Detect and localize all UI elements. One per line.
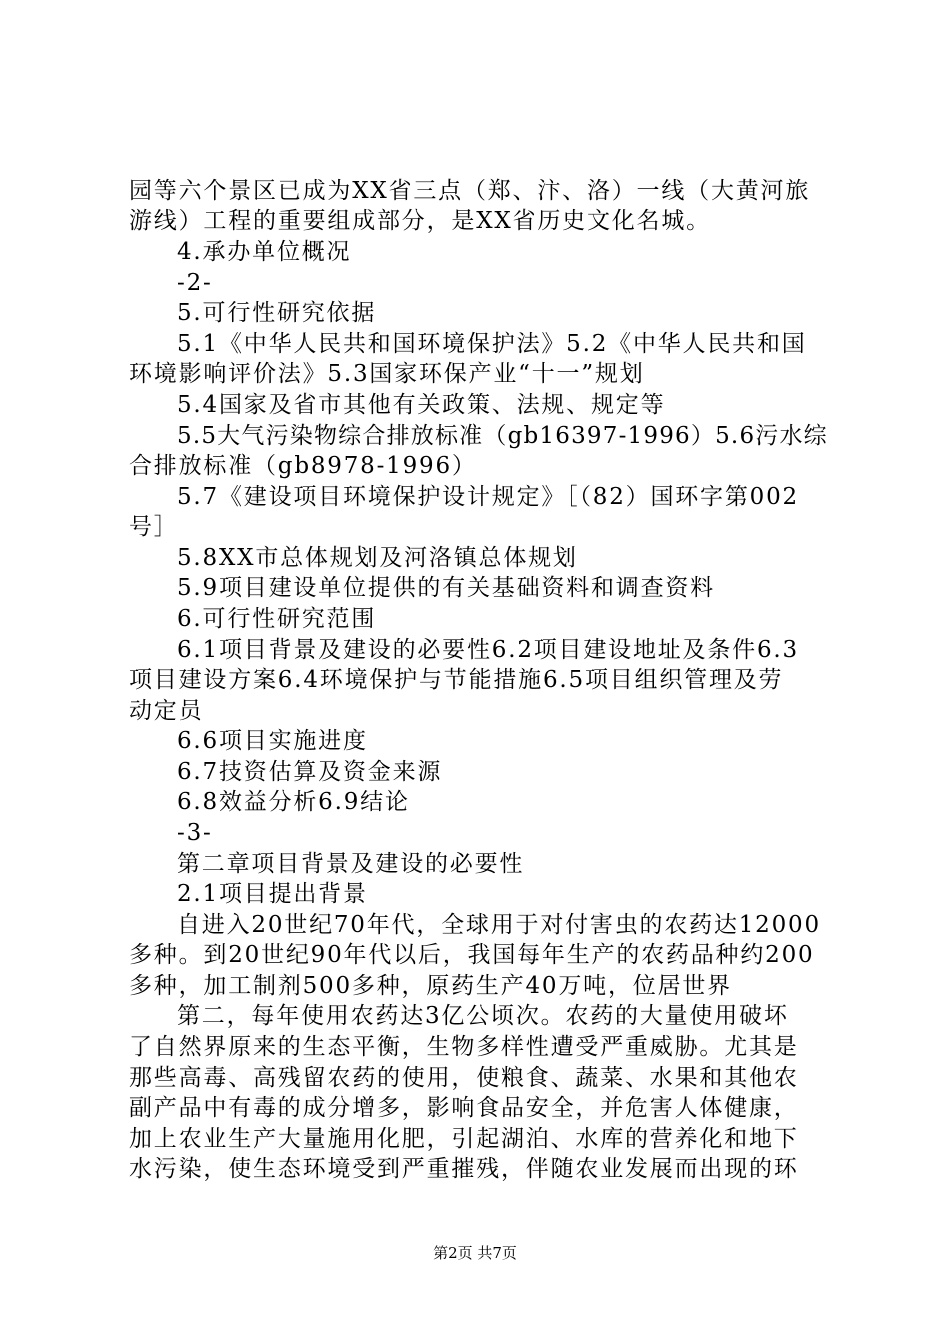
section-heading: 6.可行性研究范围	[177, 606, 377, 632]
page-footer: 第2页 共7页	[433, 1244, 517, 1262]
text-line: 4.承办单位概况	[177, 239, 352, 265]
text-line: 5.9项目建设单位提供的有关基础资料和调查资料	[177, 575, 715, 601]
text-line: 水污染，使生态环境受到严重摧残，伴随农业发展而出现的环	[129, 1156, 799, 1182]
section-heading: 2.1项目提出背景	[177, 881, 368, 907]
text-line: 动定员	[129, 698, 204, 724]
text-line: 5.1《中华人民共和国环境保护法》5.2《中华人民共和国	[177, 331, 807, 357]
text-line: 号］	[129, 514, 179, 540]
text-line: 环境影响评价法》5.3国家环保产业“十一”规划	[129, 361, 645, 387]
text-line: 5.4国家及省市其他有关政策、法规、规定等	[177, 392, 666, 418]
text-line: 6.6项目实施进度	[177, 728, 368, 754]
text-line: 了自然界原来的生态平衡，生物多样性遭受严重威胁。尤其是	[129, 1034, 799, 1060]
text-line: 加上农业生产大量施用化肥，引起湖泊、水库的营养化和地下	[129, 1126, 799, 1152]
text-line: 6.8效益分析6.9结论	[177, 789, 410, 815]
text-line: 自进入20世纪70年代，全球用于对付害虫的农药达12000	[177, 912, 821, 938]
text-line: 5.7《建设项目环境保护设计规定》［（82）国环字第002	[177, 484, 799, 510]
text-line: 5.8XX市总体规划及河洛镇总体规划	[177, 545, 578, 571]
text-line: 游线）工程的重要组成部分，是XX省历史文化名城。	[129, 208, 711, 234]
text-line: 6.1项目背景及建设的必要性6.2项目建设地址及条件6.3	[177, 637, 799, 663]
text-line: 合排放标准（gb8978-1996）	[129, 453, 477, 479]
text-line: 5.5大气污染物综合排放标准（gb16397-1996）5.6污水综	[177, 423, 828, 449]
text-line: 那些高毒、高残留农药的使用，使粮食、蔬菜、水果和其他农	[129, 1065, 799, 1091]
text-line: 项目建设方案6.4环境保护与节能措施6.5项目组织管理及劳	[129, 667, 784, 693]
page-marker: -2-	[177, 270, 213, 296]
section-heading: 5.可行性研究依据	[177, 300, 377, 326]
text-line: 第二，每年使用农药达3亿公顷次。农药的大量使用破坏	[177, 1003, 789, 1029]
text-line: 园等六个景区已成为XX省三点（郑、汴、洛）一线（大黄河旅	[129, 178, 811, 204]
chapter-heading: 第二章项目背景及建设的必要性	[177, 851, 525, 877]
text-line: 副产品中有毒的成分增多，影响食品安全，并危害人体健康，	[129, 1095, 799, 1121]
text-line: 6.7技资估算及资金来源	[177, 759, 443, 785]
text-line: 多种。到20世纪90年代以后，我国每年生产的农药品种约200	[129, 942, 815, 968]
page-marker: -3-	[177, 820, 213, 846]
text-line: 多种，加工制剂500多种，原药生产40万吨，位居世界	[129, 973, 732, 999]
